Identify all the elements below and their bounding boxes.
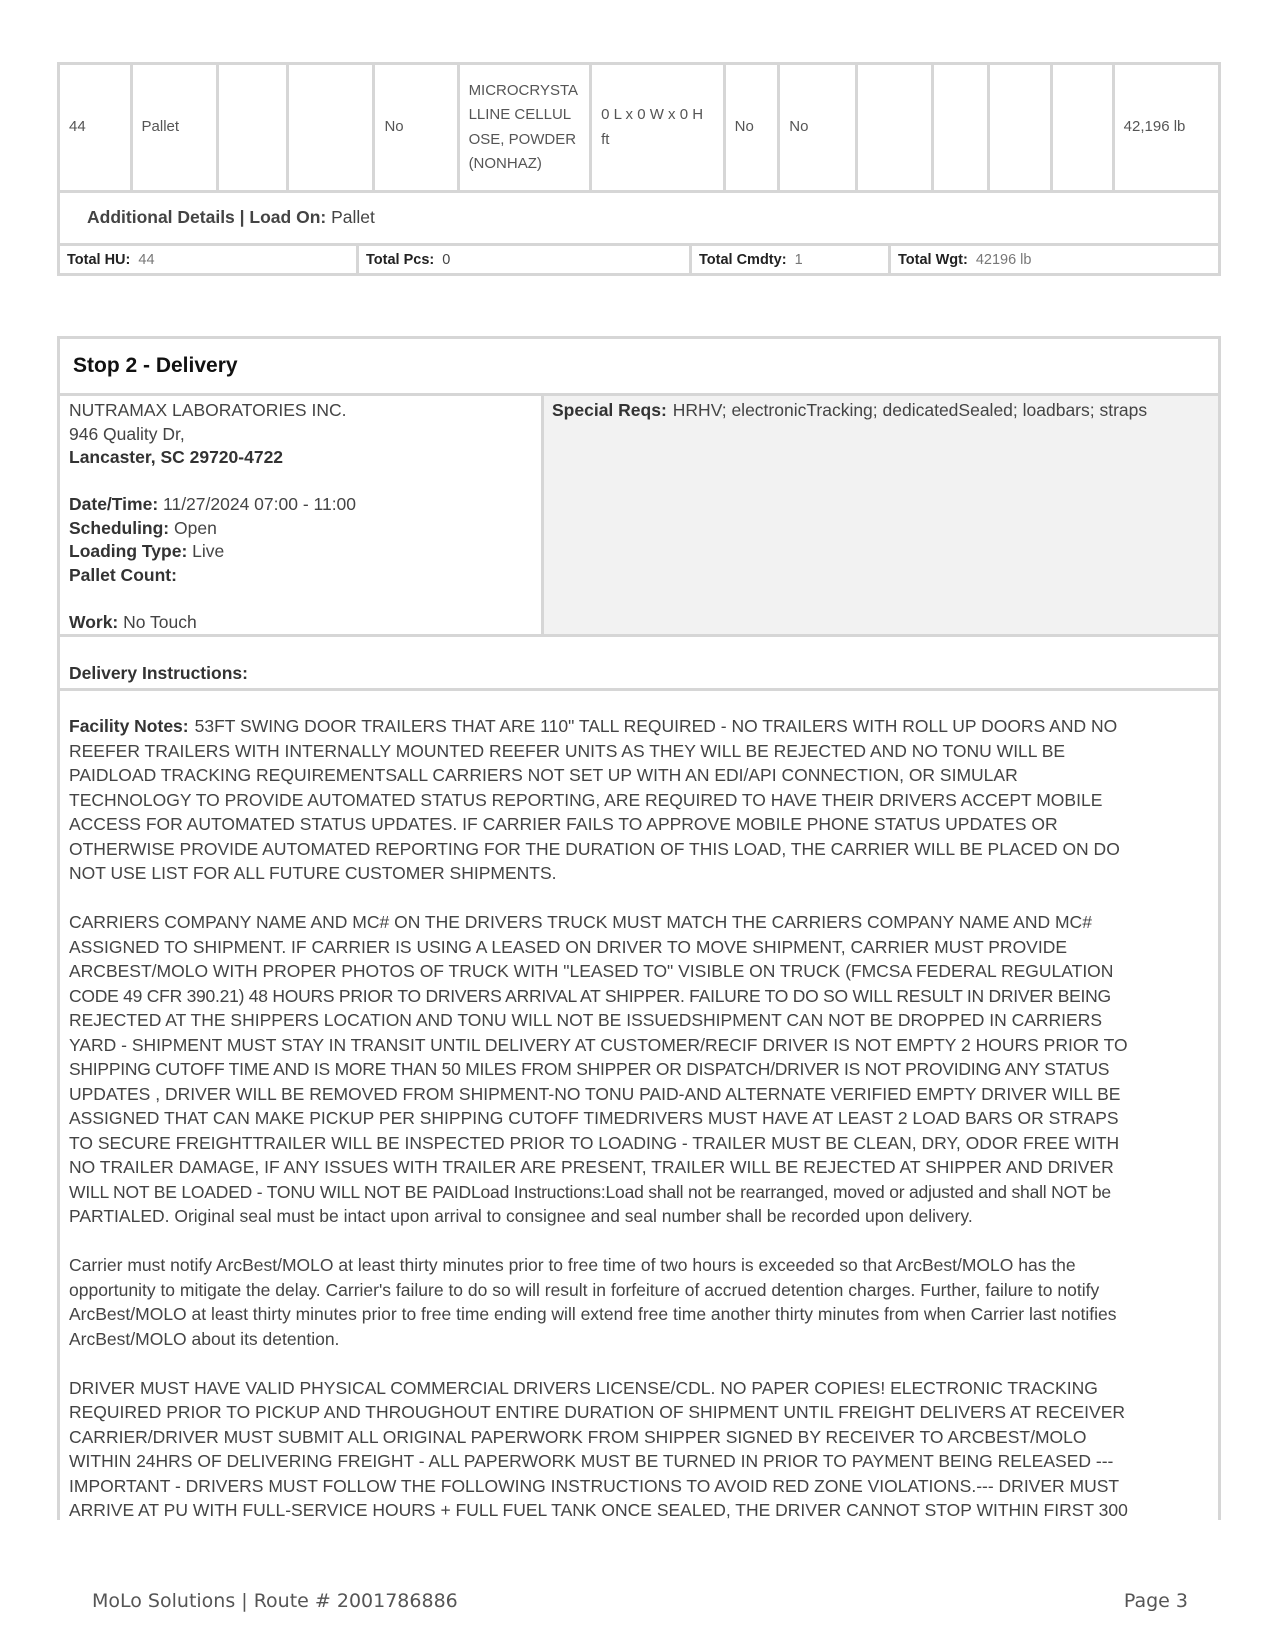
note-line: WILL NOT BE LOADED - TONU WILL NOT BE PAIDLoad Instructions:Load shall not be rearranged, moved or adjusted and shall NOT be xyxy=(69,1181,1111,1202)
dimensions-cell: 0 L x 0 W x 0 H ft xyxy=(591,64,725,192)
note-line: ARCBEST/MOLO WITH PROPER PHOTOS OF TRUCK WITH "LEASED TO" VISIBLE ON TRUCK (FMCSA FEDERAL REGULATION xyxy=(69,961,1114,981)
total-wgt-label: Total Wgt: xyxy=(898,252,968,268)
stop-title: Stop 2 - Delivery xyxy=(60,339,1218,396)
stop-address-block xyxy=(60,396,544,634)
note-line: opportunity to mitigate the delay. Carrier's failure to do so will result in forfeiture of accrued detention charges. Further, failure to notify xyxy=(69,1279,1100,1300)
work-row xyxy=(69,611,541,635)
hazmat-cell: No xyxy=(374,64,458,192)
facility-notes-paragraph-1 xyxy=(69,714,1218,886)
empty-cell xyxy=(288,64,374,192)
total-wgt-value: 42196 lb xyxy=(975,252,1032,268)
flag-cell: No xyxy=(724,64,779,192)
commodity-table xyxy=(57,62,1221,193)
work-value: No Touch xyxy=(123,611,197,632)
note-line: Facility Notes: 53FT SWING DOOR TRAILERS THAT ARE 110" TALL REQUIRED - NO TRAILERS WITH ROLL UP DOORS AND NO xyxy=(69,716,1118,736)
total-cmdty-label: Total Cmdty: xyxy=(699,252,787,268)
additional-details-label: Additional Details | Load On: xyxy=(87,207,327,227)
note-line: CARRIERS COMPANY NAME AND MC# ON THE DRIVERS TRUCK MUST MATCH THE CARRIERS COMPANY NAME AND MC# xyxy=(69,912,1092,932)
type-cell: Pallet xyxy=(131,64,217,192)
total-pcs-label: Total Pcs: xyxy=(366,252,435,268)
loading-type-value: Live xyxy=(192,541,225,561)
note-line: TO SECURE FREIGHTTRAILER WILL BE INSPECTED PRIOR TO LOADING - TRAILER MUST BE CLEAN, DRY, ODOR FREE WITH xyxy=(69,1132,1120,1153)
note-line: REEFER TRAILERS WITH INTERNALLY MOUNTED REEFER UNITS AS THEY WILL BE REJECTED AND NO TONU WILL BE xyxy=(69,740,1066,761)
empty-cell xyxy=(857,64,933,192)
note-line: ACCESS FOR AUTOMATED STATUS UPDATES. IF CARRIER FAILS TO APPROVE MOBILE PHONE STATUS UPDATES OR xyxy=(69,814,1058,834)
note-line: OTHERWISE PROVIDE AUTOMATED REPORTING FOR THE DURATION OF THIS LOAD, THE CARRIER WILL BE PLACED ON DO xyxy=(69,838,1120,859)
note-line: NO TRAILER DAMAGE, IF ANY ISSUES WITH TRAILER ARE PRESENT, TRAILER WILL BE REJECTED AT SHIPPER AND DRIVER xyxy=(69,1157,1114,1177)
note-line: UPDATES , DRIVER WILL BE REMOVED FROM SHIPMENT-NO TONU PAID-AND ALTERNATE VERIFIED EMPTY DRIVER WILL BE xyxy=(69,1083,1121,1104)
note-line: TECHNOLOGY TO PROVIDE AUTOMATED STATUS REPORTING, ARE REQUIRED TO HAVE THEIR DRIVERS ACCEPT MOBILE xyxy=(69,789,1103,810)
total-cmdty-value: 1 xyxy=(794,252,803,268)
footer-route: MoLo Solutions | Route # 2001786886 xyxy=(92,1590,458,1612)
note-line: Carrier must notify ArcBest/MOLO at least thirty minutes prior to free time of two hours is exceeded so that ArcBest/MOLO has the xyxy=(69,1255,1076,1275)
special-reqs-value: HRHV; electronicTracking; dedicatedSealed; loadbars; straps xyxy=(672,400,1148,420)
description-cell: MICROCRYSTALLINE CELLULOSE, POWDER (NONHAZ) xyxy=(458,64,591,192)
note-line: IMPORTANT - DRIVERS MUST FOLLOW THE FOLLOWING INSTRUCTIONS TO AVOID RED ZONE VIOLATIONS.--- DRIVER MUST xyxy=(69,1475,1120,1496)
delivery-instructions-heading: Delivery Instructions: xyxy=(60,637,1218,691)
facility-notes-paragraph-2 xyxy=(69,910,1218,1229)
company-name: NUTRAMAX LABORATORIES INC. xyxy=(69,400,347,420)
facility-notes xyxy=(60,691,1218,1523)
empty-cell xyxy=(988,64,1051,192)
total-hu xyxy=(60,246,359,273)
loading-type-label: Loading Type: xyxy=(69,541,188,561)
note-line: CODE 49 CFR 390.21) 48 HOURS PRIOR TO DRIVERS ARRIVAL AT SHIPPER. FAILURE TO DO SO WILL RESULT IN DRIVER BEING xyxy=(69,985,1111,1006)
flag-cell: No xyxy=(779,64,857,192)
loading-type-row xyxy=(69,540,541,564)
note-line: ArcBest/MOLO about its detention. xyxy=(69,1328,340,1349)
total-pcs-value: 0 xyxy=(442,252,451,268)
total-hu-value: 44 xyxy=(138,252,155,268)
stop-details xyxy=(60,396,1218,637)
note-line: REJECTED AT THE SHIPPERS LOCATION AND TONU WILL NOT BE ISSUEDSHIPMENT CAN NOT BE DROPPED IN CARRIERS xyxy=(69,1010,1103,1030)
note-line: ASSIGNED TO SHIPMENT. IF CARRIER IS USING A LEASED ON DRIVER TO MOVE SHIPMENT, CARRIER MUST PROVIDE xyxy=(69,936,1068,957)
scheduling-value: Open xyxy=(174,517,217,538)
datetime-value: 11/27/2024 07:00 - 11:00 xyxy=(163,494,357,514)
scheduling-row xyxy=(69,517,541,541)
note-line: ArcBest/MOLO at least thirty minutes prior to free time ending will extend free time another thirty minutes from when Carrier last notifies xyxy=(69,1304,1117,1324)
total-pcs xyxy=(359,246,692,273)
load-on-value: Pallet xyxy=(331,207,375,227)
empty-cell xyxy=(217,64,287,192)
note-line: CARRIER/DRIVER MUST SUBMIT ALL ORIGINAL PAPERWORK FROM SHIPPER SIGNED BY RECEIVER TO ARCBEST/MOLO xyxy=(69,1426,1087,1447)
scheduling-label: Scheduling: xyxy=(69,517,170,538)
stop-section xyxy=(57,336,1221,1650)
special-reqs-label: Special Reqs: xyxy=(552,400,667,420)
note-line: REQUIRED PRIOR TO PICKUP AND THROUGHOUT ENTIRE DURATION OF SHIPMENT UNTIL FREIGHT DELIVERS AT RECEIVER xyxy=(69,1402,1125,1422)
datetime-row xyxy=(69,493,541,517)
weight-cell: 42,196 lb xyxy=(1113,64,1219,192)
facility-notes-paragraph-4 xyxy=(69,1376,1218,1523)
note-line: DRIVER MUST HAVE VALID PHYSICAL COMMERCIAL DRIVERS LICENSE/CDL. NO PAPER COPIES! ELECTRONIC TRACKING xyxy=(69,1377,1098,1398)
work-label: Work: xyxy=(69,611,119,632)
additional-details xyxy=(57,190,1221,246)
note-line: NOT USE LIST FOR ALL FUTURE CUSTOMER SHIPMENTS. xyxy=(69,863,557,883)
note-line: WITHIN 24HRS OF DELIVERING FREIGHT - ALL PAPERWORK MUST BE TURNED IN PRIOR TO PAYMENT BEING RELEASED --- xyxy=(69,1451,1114,1471)
empty-cell xyxy=(932,64,988,192)
totals-row xyxy=(57,246,1221,276)
table-row xyxy=(59,64,1220,192)
pallet-count-label: Pallet Count: xyxy=(69,564,177,585)
page-bottom-margin xyxy=(0,1520,1275,1650)
total-wgt xyxy=(891,246,1218,273)
footer-page-number: Page 3 xyxy=(1123,1590,1188,1612)
total-cmdty xyxy=(692,246,891,273)
hu-cell: 44 xyxy=(59,64,132,192)
datetime-label: Date/Time: xyxy=(69,494,159,514)
facility-notes-label: Facility Notes: xyxy=(69,716,189,736)
note-line: ASSIGNED THAT CAN MAKE PICKUP PER SHIPPING CUTOFF TIMEDRIVERS MUST HAVE AT LEAST 2 LOAD BARS OR STRAPS xyxy=(69,1108,1119,1128)
pallet-count-row xyxy=(69,564,541,588)
city-state-zip: Lancaster, SC 29720-4722 xyxy=(69,447,284,467)
note-line: ARRIVE AT PU WITH FULL-SERVICE HOURS + FULL FUEL TANK ONCE SEALED, THE DRIVER CANNOT STOP WITHIN FIRST 300 xyxy=(69,1500,1128,1520)
empty-cell xyxy=(1051,64,1113,192)
note-line: SHIPPING CUTOFF TIME AND IS MORE THAN 50 MILES FROM SHIPPER OR DISPATCH/DRIVER IS NOT PROVIDING ANY STATUS xyxy=(69,1059,1110,1079)
note-line: YARD - SHIPMENT MUST STAY IN TRANSIT UNTIL DELIVERY AT CUSTOMER/RECIF DRIVER IS NOT EMPTY 2 HOURS PRIOR TO xyxy=(69,1034,1128,1055)
note-line: PAIDLOAD TRACKING REQUIREMENTSALL CARRIERS NOT SET UP WITH AN EDI/API CONNECTION, OR SIMULAR xyxy=(69,765,1018,785)
facility-notes-paragraph-3 xyxy=(69,1253,1218,1351)
note-line: PARTIALED. Original seal must be intact upon arrival to consignee and seal number shall be recorded upon delivery. xyxy=(69,1206,973,1226)
special-reqs-panel xyxy=(544,396,1218,634)
total-hu-label: Total HU: xyxy=(67,252,131,268)
street-address: 946 Quality Dr, xyxy=(69,423,185,444)
